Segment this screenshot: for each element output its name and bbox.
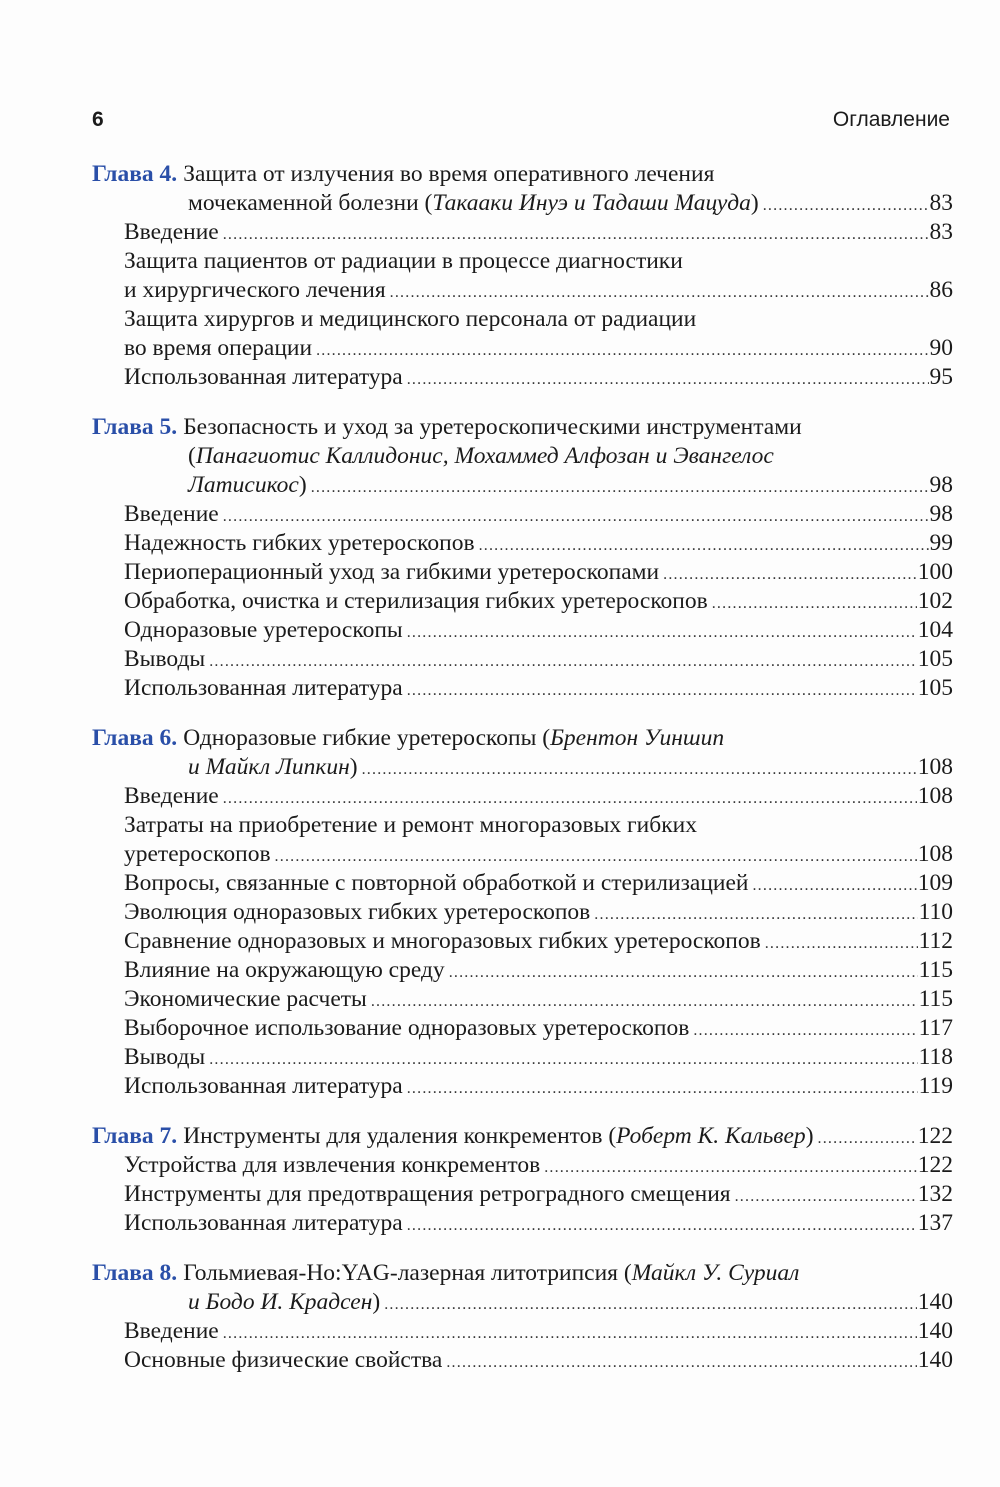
- entry-title: Одноразовые уретероскопы: [124, 617, 403, 643]
- dot-leader: [223, 782, 917, 813]
- running-head: [92, 108, 950, 138]
- toc-entry: [92, 218, 953, 247]
- page-ref: 98: [929, 472, 953, 498]
- page-ref: 102: [917, 588, 953, 614]
- page-ref: 100: [917, 559, 953, 585]
- chapter-label: Глава 6.: [92, 725, 178, 751]
- page-ref: 118: [918, 1044, 953, 1070]
- dot-leader: [223, 500, 929, 531]
- chapter-title: Защита от излучения во время оперативного лечения: [183, 161, 715, 187]
- toc-entry: [92, 1346, 953, 1375]
- entry-title: Надежность гибких уретероскопов: [124, 530, 475, 556]
- entry-title: Выводы: [124, 1044, 206, 1070]
- toc-entry-continuation: [92, 840, 953, 869]
- page-ref: 137: [917, 1210, 953, 1236]
- dot-leader: [209, 645, 917, 676]
- dot-leader: [765, 927, 918, 958]
- page-ref: 140: [917, 1318, 953, 1344]
- toc-entry: [92, 782, 953, 811]
- entry-title: Затраты на приобретение и ремонт многоразовых гибких: [124, 812, 697, 838]
- chapter-5: [92, 413, 953, 703]
- toc-entry: [92, 869, 953, 898]
- page-ref: 95: [929, 364, 953, 390]
- chapter-label: Глава 8.: [92, 1260, 178, 1286]
- chapter-authors: и Майкл Липкин: [188, 754, 350, 780]
- entry-title: Использованная литература: [124, 1210, 403, 1236]
- chapter-authors: Латисикос: [188, 472, 299, 498]
- dot-leader: [446, 1346, 916, 1377]
- page-ref: 140: [917, 1347, 953, 1373]
- chapter-heading: [92, 724, 953, 753]
- chapter-8: [92, 1259, 953, 1375]
- page-ref: 122: [917, 1123, 953, 1149]
- toc-entry: [92, 500, 953, 529]
- chapter-authors: Такааки Инуэ и Тадаши Мацуда: [432, 190, 751, 216]
- table-of-contents: [92, 160, 953, 1396]
- dot-leader: [407, 363, 929, 394]
- page-ref: 99: [929, 530, 953, 556]
- entry-title: Защита хирургов и медицинского персонала от радиации: [124, 306, 697, 332]
- toc-entry-continuation: [92, 276, 953, 305]
- dot-leader: [223, 218, 929, 249]
- dot-leader: [407, 616, 917, 647]
- page-ref: 119: [918, 1073, 953, 1099]
- page-ref: 115: [918, 957, 953, 983]
- entry-title: Устройства для извлечения конкрементов: [124, 1152, 541, 1178]
- toc-entry: [92, 898, 953, 927]
- toc-entry: [92, 927, 953, 956]
- dot-leader: [693, 1014, 917, 1045]
- toc-entry: [92, 616, 953, 645]
- toc-entry: [92, 558, 953, 587]
- dot-leader: [390, 276, 929, 307]
- chapter-authors-line: Латисикос ) ..... 98: [92, 471, 953, 500]
- entry-title-continuation: во время операции: [124, 335, 313, 361]
- dot-leader: [663, 558, 917, 589]
- page-ref: 108: [917, 754, 953, 780]
- page-ref: 115: [918, 986, 953, 1012]
- dot-leader: [362, 753, 917, 784]
- entry-title: Основные физические свойства: [124, 1347, 443, 1373]
- toc-entry: [92, 247, 953, 276]
- toc-entry: [92, 985, 953, 1014]
- toc-entry: [92, 363, 953, 392]
- section-title: Оглавление: [832, 108, 950, 131]
- dot-leader: [594, 898, 917, 929]
- toc-entry: [92, 956, 953, 985]
- entry-title: Введение: [124, 783, 219, 809]
- chapter-heading: [92, 160, 953, 189]
- chapter-title: Гольмиевая-Ho:YAG-лазерная литотрипсия (: [183, 1260, 632, 1286]
- dot-leader: [763, 189, 929, 220]
- page-ref: 83: [929, 219, 953, 245]
- chapter-label: Глава 7.: [92, 1123, 178, 1149]
- entry-title: Использованная литература: [124, 1073, 403, 1099]
- dot-leader: [311, 471, 929, 502]
- chapter-authors-line: ( Панагиотис Каллидонис, Мохаммед Алфозан и Эвангелос: [188, 443, 774, 469]
- chapter-label: Глава 5.: [92, 414, 178, 440]
- chapter-authors: и Бодо И. Крадсен: [188, 1289, 373, 1315]
- toc-entry: [92, 1014, 953, 1043]
- page-ref: 90: [929, 335, 953, 361]
- dot-leader: [752, 869, 916, 900]
- dot-leader: [735, 1180, 917, 1211]
- toc-entry: [92, 529, 953, 558]
- dot-leader: [818, 1122, 917, 1153]
- toc-entry-continuation: [92, 334, 953, 363]
- entry-title: Использованная литература: [124, 675, 403, 701]
- page-ref: 105: [917, 646, 953, 672]
- toc-entry: [92, 1151, 953, 1180]
- dot-leader: [371, 985, 918, 1016]
- chapter-heading: Глава 7. Инструменты для удаления конкрементов ( Роберт К. Кальвер ) ..... 122: [92, 1122, 953, 1151]
- page-ref: 105: [917, 675, 953, 701]
- page-ref: 109: [917, 870, 953, 896]
- page-ref: 112: [918, 928, 953, 954]
- entry-title: Инструменты для предотвращения ретроградного смещения: [124, 1181, 731, 1207]
- dot-leader: [712, 587, 917, 618]
- toc-entry: [92, 1043, 953, 1072]
- page-ref: 108: [917, 783, 953, 809]
- chapter-authors: Брентон Уиншип: [550, 725, 725, 751]
- entry-title: Сравнение одноразовых и многоразовых гибких уретероскопов: [124, 928, 761, 954]
- dot-leader: [209, 1043, 917, 1074]
- chapter-label: Глава 4.: [92, 161, 178, 187]
- toc-entry: [92, 645, 953, 674]
- toc-entry: [92, 674, 953, 703]
- page-ref: 83: [929, 190, 953, 216]
- page-ref: 140: [917, 1289, 953, 1315]
- dot-leader: [316, 334, 928, 365]
- chapter-authors: Панагиотис Каллидонис, Мохаммед Алфозан и Эвангелос: [195, 443, 774, 469]
- page-ref: 110: [918, 899, 953, 925]
- chapter-heading: [92, 1259, 953, 1288]
- chapter-authors: Роберт К. Кальвер: [616, 1123, 806, 1149]
- chapter-title: Инструменты для удаления конкрементов (: [183, 1123, 617, 1149]
- toc-entry: [92, 587, 953, 616]
- entry-title: Выборочное использование одноразовых уретероскопов: [124, 1015, 690, 1041]
- chapter-authors-line: и Бодо И. Крадсен ) ..... 140: [92, 1288, 953, 1317]
- dot-leader: [275, 840, 917, 871]
- page-ref: 132: [917, 1181, 953, 1207]
- dot-leader: [407, 674, 917, 705]
- toc-entry: [92, 1317, 953, 1346]
- toc-entry: [92, 1180, 953, 1209]
- dot-leader: [479, 529, 929, 560]
- entry-title: Обработка, очистка и стерилизация гибких уретероскопов: [124, 588, 708, 614]
- dot-leader: [223, 1317, 917, 1348]
- page-ref: 117: [918, 1015, 953, 1041]
- entry-title: Эволюция одноразовых гибких уретероскопов: [124, 899, 591, 925]
- page-ref: 122: [917, 1152, 953, 1178]
- page-ref: 86: [929, 277, 953, 303]
- entry-title: Периоперационный уход за гибкими уретероскопами: [124, 559, 660, 585]
- chapter-4: [92, 160, 953, 392]
- chapter-7: [92, 1122, 953, 1238]
- entry-title: Введение: [124, 501, 219, 527]
- dot-leader: [449, 956, 918, 987]
- page-number: 6: [92, 108, 104, 131]
- dot-leader: [544, 1151, 917, 1182]
- entry-title: Экономические расчеты: [124, 986, 367, 1012]
- entry-title: Выводы: [124, 646, 206, 672]
- chapter-title: Безопасность и уход за уретероскопическими инструментами: [183, 414, 802, 440]
- chapter-title-continuation: мочекаменной болезни ( Такааки Инуэ и Тадаши Мацуда ) ..... 83: [92, 189, 953, 218]
- entry-title: Вопросы, связанные с повторной обработкой и стерилизацией: [124, 870, 749, 896]
- chapter-authors-line: и Майкл Липкин ) ..... 108: [92, 753, 953, 782]
- toc-entry: [92, 305, 953, 334]
- chapter-heading: [92, 413, 953, 442]
- dot-leader: [407, 1072, 918, 1103]
- toc-entry: [92, 1209, 953, 1238]
- chapter-authors: Майкл У. Суриал: [631, 1260, 800, 1286]
- entry-title-continuation: уретероскопов: [124, 841, 271, 867]
- chapter-6: [92, 724, 953, 1101]
- page-ref: 98: [929, 501, 953, 527]
- entry-title: Влияние на окружающую среду: [124, 957, 445, 983]
- entry-title: Введение: [124, 1318, 219, 1344]
- entry-title: Защита пациентов от радиации в процессе диагностики: [124, 248, 683, 274]
- entry-title: Введение: [124, 219, 219, 245]
- entry-title: Использованная литература: [124, 364, 403, 390]
- chapter-title: Одноразовые гибкие уретероскопы (: [183, 725, 551, 751]
- toc-entry: [92, 811, 953, 840]
- toc-entry: [92, 1072, 953, 1101]
- entry-title-continuation: и хирургического лечения: [124, 277, 386, 303]
- page-ref: 108: [917, 841, 953, 867]
- dot-leader: [407, 1209, 917, 1240]
- page-ref: 104: [917, 617, 953, 643]
- dot-leader: [384, 1288, 917, 1319]
